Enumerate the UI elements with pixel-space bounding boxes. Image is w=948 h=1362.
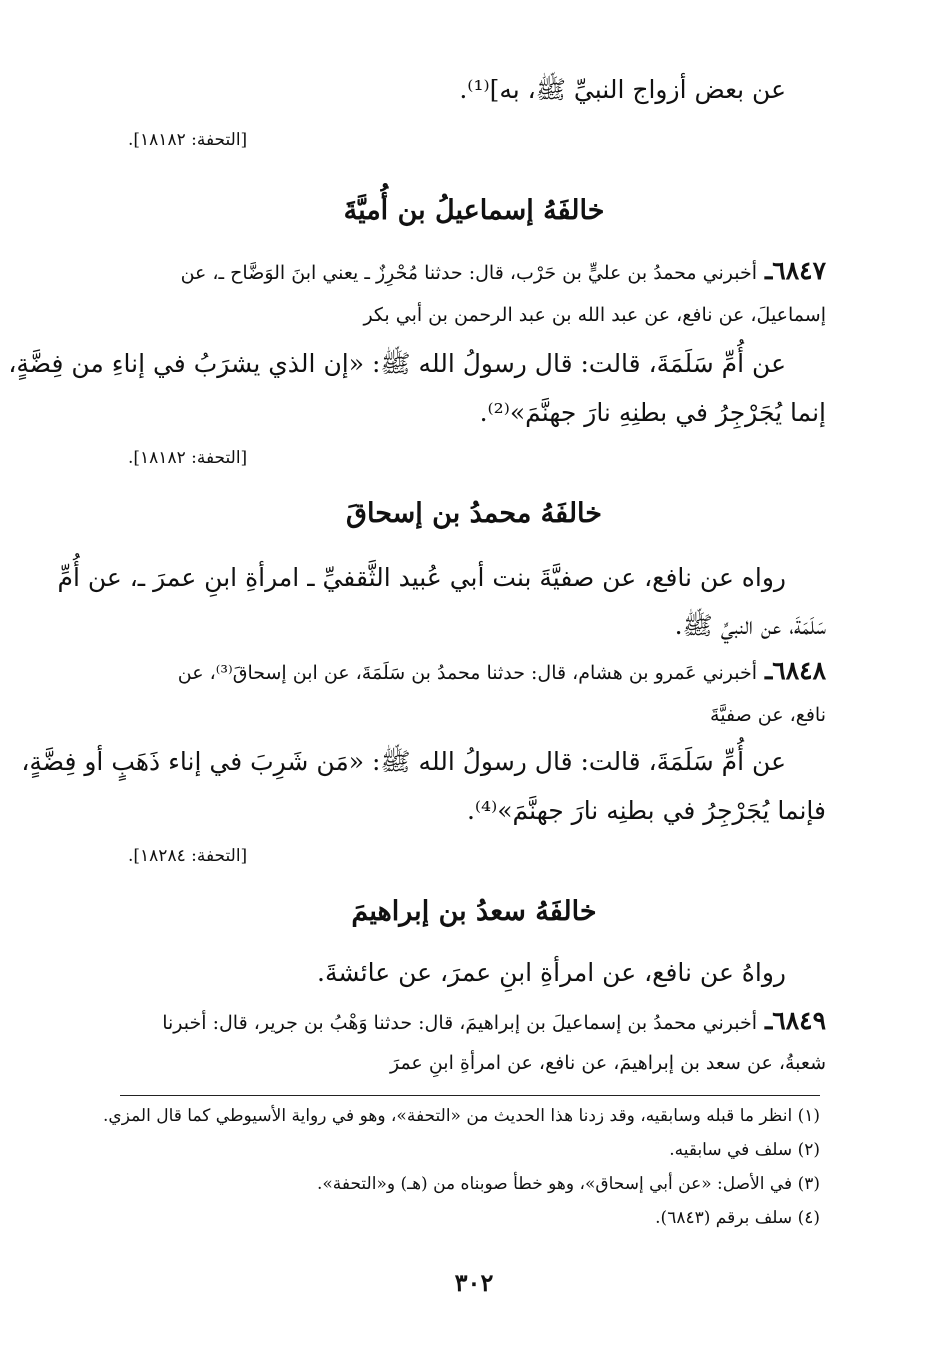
text-line: سَلَمَةَ، عن النبيِّ ﷺ. — [674, 611, 826, 640]
tuhfa-reference: [التحفة: ١٨١٨٢]. — [128, 130, 248, 150]
matn-line: إنما يُجَرْجِرُ في بطنِهِ نارَ جهنَّمَ»⁽²⁾. — [479, 398, 826, 427]
text-line: عن بعض أزواج النبيِّ ﷺ، به]⁽¹⁾. — [459, 75, 786, 104]
footnote-divider — [120, 1095, 820, 1096]
matn-line: عن أُمِّ سَلَمَةَ، قالت: قال رسولُ الله ﷺ: «إن الذي يشرَبُ في إناءِ من فِضَّةٍ، — [8, 349, 786, 378]
matn-line: عن أُمِّ سَلَمَةَ، قالت: قال رسولُ الله ﷺ: «مَن شَرِبَ في إناء ذَهَبٍ أو فِضَّةٍ، — [21, 747, 786, 776]
hadith-line — [181, 256, 826, 285]
hadith-number: ٦٨٤٧ـ — [764, 256, 826, 285]
section-heading: خالفَهُ محمدُ بن إسحاقَ — [346, 498, 602, 529]
text-line: رواهُ عن نافع، عن امرأةِ ابنِ عمرَ، عن عائشةَ. — [317, 958, 786, 987]
isnad-line: إسماعيلَ، عن نافع، عن عبد الله بن عبد الرحمن بن أبي بكر — [363, 304, 826, 326]
isnad-text: أخبرني عَمرو بن هشام، قال: حدثنا محمدُ بن سَلَمَةَ، عن ابن إسحاقَ⁽³⁾، عن — [177, 662, 757, 684]
isnad-line: شعبةُ، عن سعد بن إبراهيمَ، عن نافع، عن امرأةِ ابنِ عمرَ — [389, 1052, 826, 1074]
section-heading: خالفَهُ سعدُ بن إبراهيمَ — [351, 896, 597, 927]
page-number: ٣٠٢ — [454, 1268, 494, 1297]
text-line: رواه عن نافع، عن صفيَّةَ بنت أبي عُبيد الثَّقفيِّ ـ امرأةِ ابنِ عمرَ ـ، عن أُمِّ — [57, 563, 786, 592]
tuhfa-reference: [التحفة: ١٨١٨٢]. — [128, 448, 248, 468]
matn-line: فإنما يُجَرْجِرُ في بطنِه نارَ جهنَّمَ»⁽⁴⁾. — [466, 796, 826, 825]
footnote: (٢) سلف في سابقيه. — [669, 1140, 820, 1160]
tuhfa-reference: [التحفة: ١٨٢٨٤]. — [128, 846, 248, 866]
isnad-line: نافع، عن صفيَّةَ — [710, 704, 826, 726]
hadith-line — [162, 1006, 826, 1035]
hadith-number: ٦٨٤٨ـ — [764, 656, 826, 685]
footnote: (١) انظر ما قبله وسابقيه، وقد زدنا هذا الحديث من «التحفة»، وهو في رواية الأسيوطي كما قال المزي. — [103, 1106, 820, 1126]
footnote: (٤) سلف برقم (٦٨٤٣). — [655, 1208, 820, 1228]
isnad-text: أخبرني محمدُ بن عليٍّ بن حَرْب، قال: حدثنا مُحْرِزٌ ـ يعني ابنَ الوَضَّاح ـ، عن — [180, 262, 757, 284]
hadith-number: ٦٨٤٩ـ — [764, 1006, 826, 1035]
section-heading: خالفَهُ إسماعيلُ بن أُميَّةَ — [343, 195, 605, 226]
footnote: (٣) في الأصل: «عن أبي إسحاق»، وهو خطأ صوبناه من (هـ) و«التحفة». — [316, 1174, 820, 1194]
hadith-line — [178, 656, 826, 685]
isnad-text: أخبرني محمدُ بن إسماعيلَ بن إبراهيمَ، قال: حدثنا وَهْبُ بن جرير، قال: أخبرنا — [162, 1012, 757, 1034]
